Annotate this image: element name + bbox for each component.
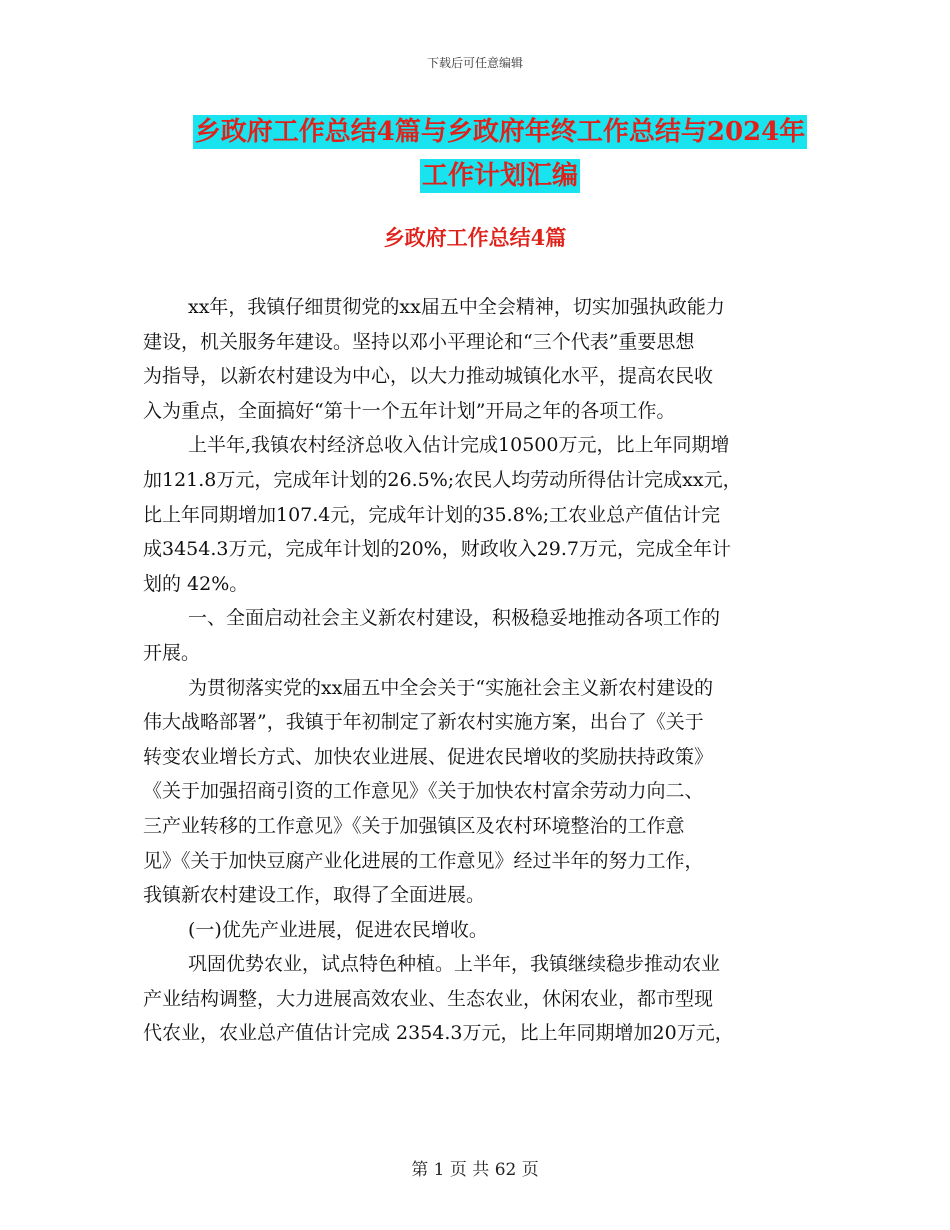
- header-note: 下载后可任意编辑: [426, 56, 523, 70]
- body-text: [143, 290, 813, 1051]
- text-line: 转变农业增长方式、加快农业进展、促进农民增收的奖励扶持政策》: [143, 745, 714, 768]
- text-line: 伟大战略部署”，我镇于年初制定了新农村实施方案，出台了《关于: [143, 711, 704, 734]
- text-line: 我镇新农村建设工作，取得了全面进展。: [143, 884, 486, 907]
- text-line: 见》《关于加快豆腐产业化进展的工作意见》经过半年的努力工作，: [143, 849, 704, 872]
- text-line: 划的 42%。: [143, 572, 249, 595]
- document-title: [140, 110, 860, 198]
- text-line: 《关于加强招商引资的工作意见》《关于加快农村富余劳动力向二、: [143, 780, 704, 803]
- text-line: 开展。: [143, 641, 201, 664]
- text-line: xx年，我镇仔细贯彻党的xx届五中全会精神，切实加强执政能力: [188, 296, 725, 318]
- title-line-1: 乡政府工作总结4篇与乡政府年终工作总结与2024年: [194, 117, 806, 147]
- text-line: (一)优先产业进展，促进农民增收。: [188, 918, 488, 941]
- text-line: 代农业，农业总产值估计完成 2354.3万元，比上年同期增加20万元，: [143, 1022, 734, 1045]
- section-title: 乡政府工作总结4篇: [383, 225, 567, 250]
- text-line: 为指导，以新农村建设为中心，以大力推动城镇化水平，提高农民收: [143, 365, 714, 388]
- text-line: 上半年,我镇农村经济总收入估计完成10500万元，比上年同期增: [188, 434, 730, 457]
- text-line: 产业结构调整，大力进展高效农业、生态农业，休闲农业，都市型现: [143, 987, 714, 1010]
- title-line-2: 工作计划汇编: [421, 161, 578, 191]
- text-line: 入为重点，全面搞好“第十一个五年计划”开局之年的各项工作。: [143, 399, 676, 422]
- text-line: 比上年同期增加107.4元，完成年计划的35.8%;工农业总产值估计完: [143, 503, 721, 526]
- text-line: 三产业转移的工作意见》《关于加强镇区及农村环境整治的工作意: [143, 814, 685, 837]
- page-footer: 第 1 页 共 62 页: [411, 1160, 539, 1180]
- text-line: 建设，机关服务年建设。坚持以邓小平理论和“三个代表”重要思想: [143, 330, 695, 353]
- text-line: 加121.8万元，完成年计划的26.5%;农民人均劳动所得估计完成xx元，: [143, 468, 742, 491]
- text-line: 巩固优势农业，试点特色种植。上半年，我镇继续稳步推动农业: [188, 953, 721, 976]
- text-line: 成3454.3万元，完成年计划的20%，财政收入29.7万元，完成全年计: [143, 538, 732, 561]
- text-line: 为贯彻落实党的xx届五中全会关于“实施社会主义新农村建设的: [188, 676, 714, 699]
- text-line: 一、全面启动社会主义新农村建设，积极稳妥地推动各项工作的: [188, 607, 721, 630]
